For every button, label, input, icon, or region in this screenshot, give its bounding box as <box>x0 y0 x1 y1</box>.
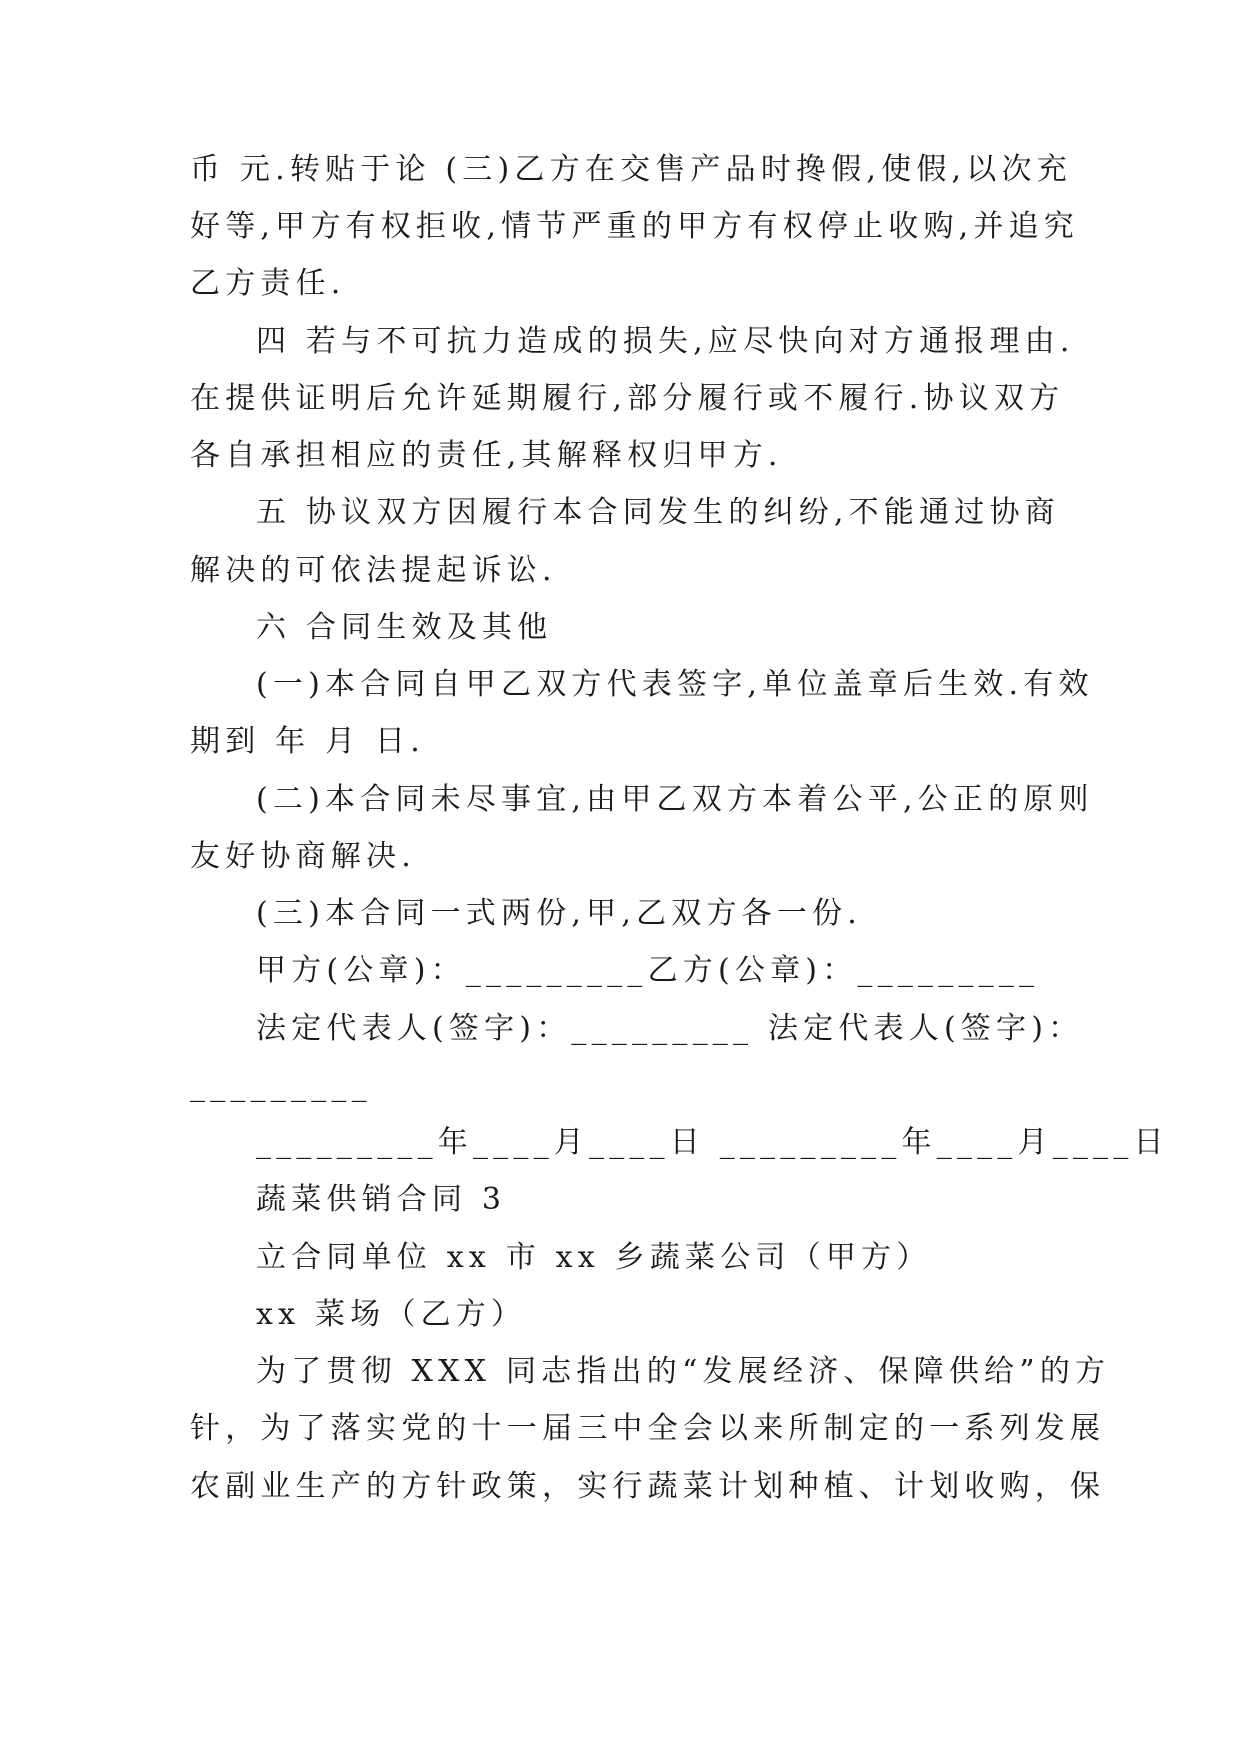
text-line: (二)本合同未尽事宜,由甲乙双方本着公平,公正的原则 <box>256 782 1094 817</box>
date-line: _________年____月____日 _________年____月____日 <box>256 1125 1169 1160</box>
contract-party-a: 立合同单位 xx 市 xx 乡蔬菜公司（甲方） <box>256 1240 932 1275</box>
signature-line-representatives: 法定代表人(签字)：_________ 法定代表人(签字)： <box>256 1011 1084 1046</box>
text-line: 乙方责任. <box>190 266 346 301</box>
text-line: 四 若与不可抗力造成的损失,应尽快向对方通报理由. <box>256 324 1075 359</box>
section-heading: 六 合同生效及其他 <box>256 610 553 645</box>
text-line: 各自承担相应的责任,其解释权归甲方. <box>190 438 783 473</box>
contract-party-b: xx 菜场（乙方） <box>256 1297 527 1332</box>
text-line: 解决的可依法提起诉讼. <box>190 553 557 588</box>
text-line: 在提供证明后允许延期履行,部分履行或不履行.协议双方 <box>190 381 1065 416</box>
text-line: 农副业生产的方针政策，实行蔬菜计划种植、计划收购，保 <box>190 1469 1106 1504</box>
signature-line-party-seals: 甲方(公章)：_________乙方(公章)：_________ <box>256 953 1040 988</box>
text-line: 友好协商解决. <box>190 839 416 874</box>
text-line: 币 元.转贴于论 (三)乙方在交售产品时搀假,使假,以次充 <box>190 152 1072 187</box>
text-line: 期到 年 月 日. <box>190 724 425 759</box>
text-line: 针，为了落实党的十一届三中全会以来所制定的一系列发展 <box>190 1411 1106 1446</box>
text-line: (一)本合同自甲乙双方代表签字,单位盖章后生效.有效 <box>256 667 1094 702</box>
contract-title: 蔬菜供销合同 3 <box>256 1182 507 1217</box>
text-line: (三)本合同一式两份,甲,乙双方各一份. <box>256 896 863 931</box>
text-line: 五 协议双方因履行本合同发生的纠纷,不能通过协商 <box>256 495 1060 530</box>
signature-blank: _________ <box>190 1068 372 1103</box>
text-line: 好等,甲方有权拒收,情节严重的甲方有权停止收购,并追究 <box>190 209 1080 244</box>
text-line: 为了贯彻 XXX 同志指出的“发展经济、保障供给”的方 <box>256 1354 1111 1389</box>
